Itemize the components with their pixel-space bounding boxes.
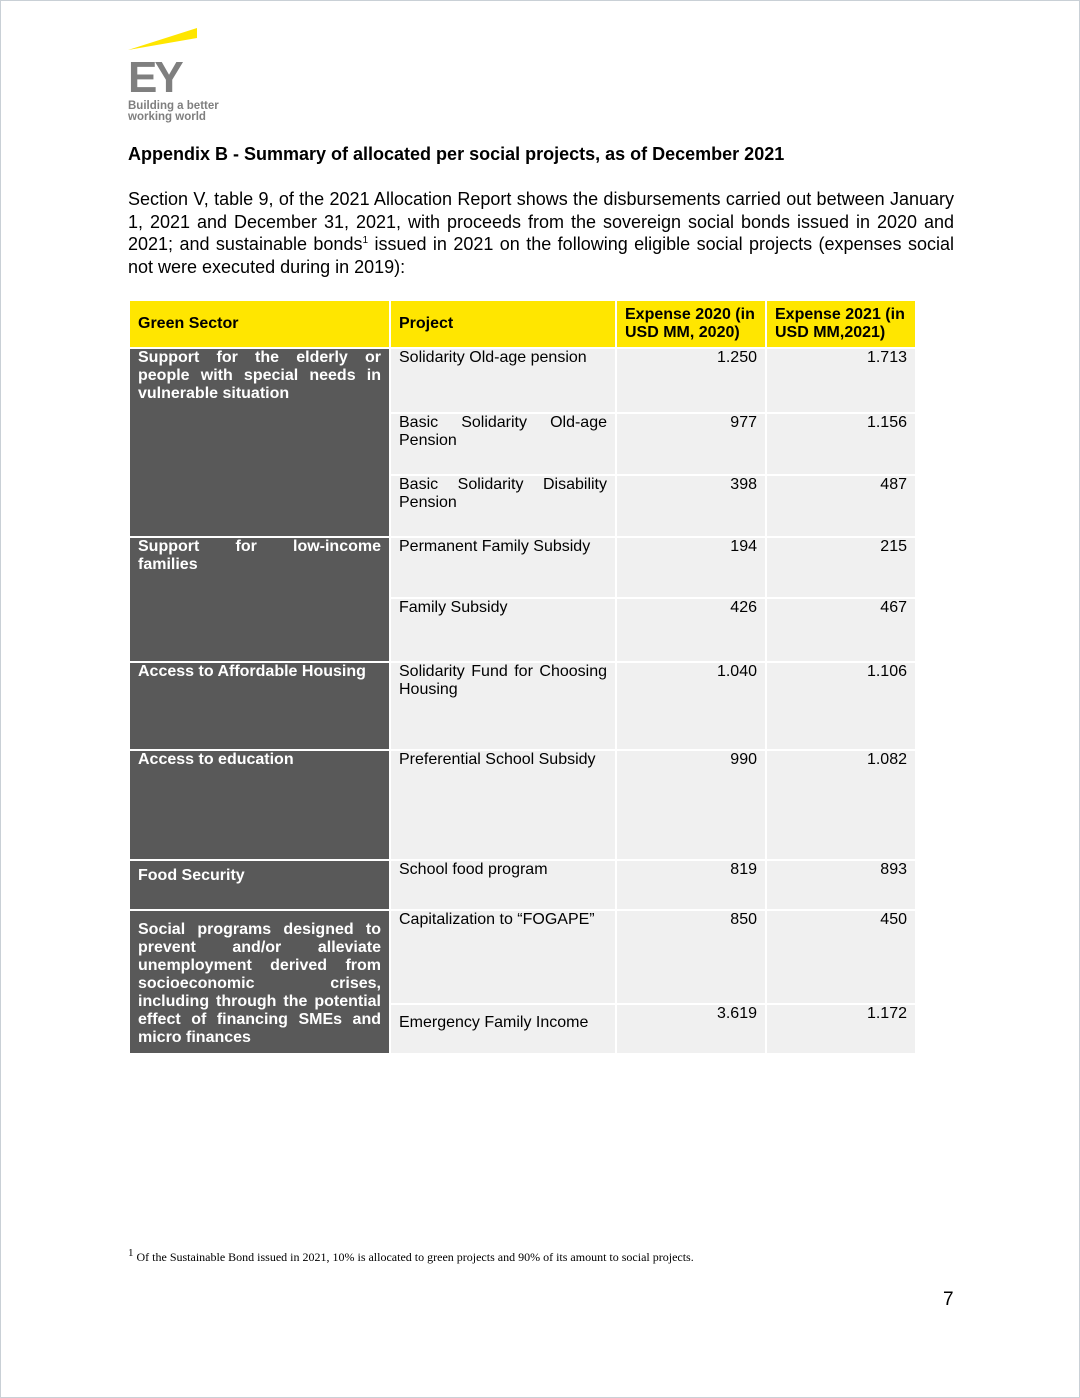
sector-cell: Access to Affordable Housing <box>129 662 390 750</box>
expense-2021-cell: 450 <box>766 910 916 1004</box>
tagline-line-2: working world <box>128 111 206 123</box>
expense-2020-cell: 990 <box>616 750 766 860</box>
sector-cell: Support for the elderly or people with special needs in vulnerable situation <box>129 348 390 537</box>
footnote-ref[interactable]: 1 <box>362 235 369 246</box>
page-number: 7 <box>943 1289 954 1310</box>
project-cell: Solidarity Old-age pension <box>390 348 616 413</box>
expense-2020-cell: 850 <box>616 910 766 1004</box>
table-row <box>129 662 916 750</box>
footnote-marker: 1 <box>128 1247 134 1259</box>
header-expense-2020: Expense 2020 (in USD MM, 2020) <box>616 300 766 348</box>
expense-2020-cell: 977 <box>616 413 766 475</box>
expense-2021-cell: 1.172 <box>766 1004 916 1054</box>
expense-2021-cell: 487 <box>766 475 916 537</box>
header-project: Project <box>390 300 616 348</box>
project-cell: Emergency Family Income <box>390 1004 616 1054</box>
expense-2020-cell: 398 <box>616 475 766 537</box>
expense-2020-cell: 819 <box>616 860 766 910</box>
table-header-row <box>129 300 916 348</box>
expense-2020-cell: 3.619 <box>616 1004 766 1054</box>
expense-2021-cell: 1.082 <box>766 750 916 860</box>
expense-2020-cell: 426 <box>616 598 766 662</box>
sector-cell: Access to education <box>129 750 390 860</box>
project-cell: Preferential School Subsidy <box>390 750 616 860</box>
header-green-sector: Green Sector <box>129 300 390 348</box>
table-row <box>129 860 916 910</box>
project-cell: Basic Solidarity Old-age Pension <box>390 413 616 475</box>
expense-2021-cell: 467 <box>766 598 916 662</box>
expense-2021-cell: 215 <box>766 537 916 598</box>
sector-cell: Support for low-income families <box>129 537 390 662</box>
expense-2020-cell: 194 <box>616 537 766 598</box>
project-cell: Family Subsidy <box>390 598 616 662</box>
project-cell: Permanent Family Subsidy <box>390 537 616 598</box>
sector-cell: Social programs designed to prevent and/or alleviate unemployment derived from socioeconomic crises, including through the potential effect of financing SMEs and micro finances <box>129 910 390 1054</box>
footnote-text: Of the Sustainable Bond issued in 2021, 10% is allocated to green projects and 90% of its amount to social projects. <box>133 1250 694 1264</box>
footnote <box>128 1247 694 1265</box>
expense-2020-cell: 1.040 <box>616 662 766 750</box>
project-cell: Basic Solidarity Disability Pension <box>390 475 616 537</box>
intro-text-1: Section V, table 9, of the 2021 Allocation Report shows the disbursements carried out between January 1, 2021 and December 31, 2021, with proceeds from the sovereign social bonds issued in 2020 and 2021; and sustainable bonds <box>128 189 954 254</box>
ey-wordmark: EY <box>128 53 181 102</box>
expense-2021-cell: 893 <box>766 860 916 910</box>
intro-text-2: issued in 2021 on the following eligible social projects (expenses social not were executed during in 2019): <box>128 234 954 277</box>
project-cell: Solidarity Fund for Choosing Housing <box>390 662 616 750</box>
expense-2021-cell: 1.156 <box>766 413 916 475</box>
sector-cell: Food Security <box>129 860 390 910</box>
tagline-line-1: Building a better <box>128 100 219 112</box>
table-row <box>129 348 916 413</box>
header-expense-2021: Expense 2021 (in USD MM,2021) <box>766 300 916 348</box>
ey-logo <box>128 25 228 125</box>
allocation-table <box>128 299 917 1055</box>
table-row <box>129 750 916 860</box>
expense-2021-cell: 1.713 <box>766 348 916 413</box>
expense-2020-cell: 1.250 <box>616 348 766 413</box>
project-cell: Capitalization to “FOGAPE” <box>390 910 616 1004</box>
section-heading: Appendix B - Summary of allocated per social projects, as of December 2021 <box>128 144 785 164</box>
table-row <box>129 910 916 1004</box>
project-cell: School food program <box>390 860 616 910</box>
ey-beam-icon <box>128 25 198 51</box>
expense-2021-cell: 1.106 <box>766 662 916 750</box>
ey-tagline <box>128 101 228 123</box>
intro-paragraph <box>128 188 954 278</box>
table-row <box>129 537 916 598</box>
